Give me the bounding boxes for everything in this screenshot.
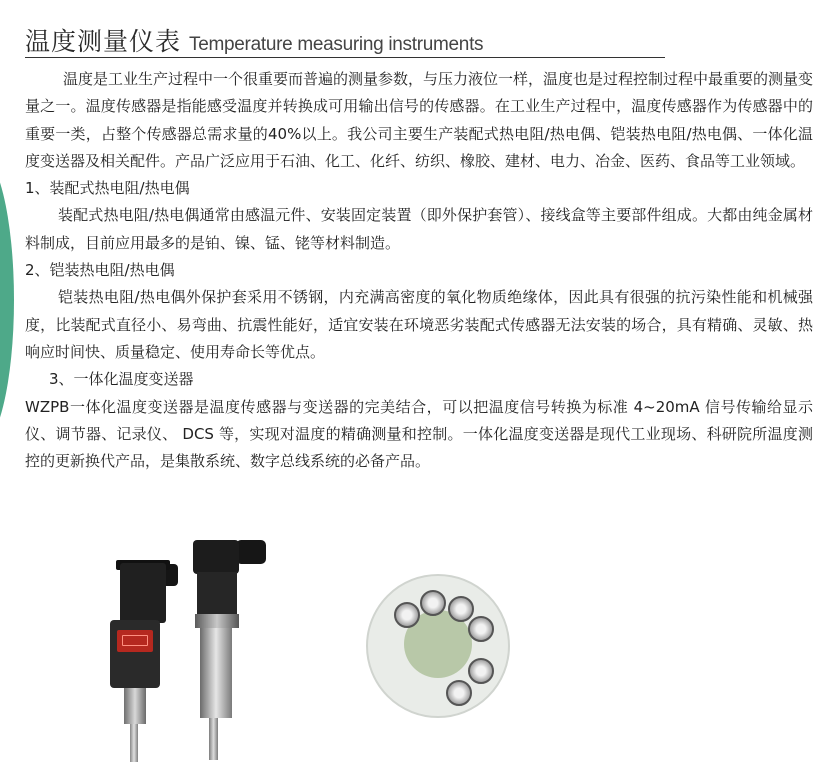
page-header — [25, 22, 483, 56]
header-divider — [25, 57, 665, 58]
section-3-body: WZPB一体化温度变送器是温度传感器与变送器的完美结合，可以把温度信号转换为标准 4~20mA 信号传输给显示仪、调节器、记录仪、 DCS 等，实现对温度的精确测量和控制。一体化温度变送器是现代工业现场、科研院所温度测控的更新换代产品，是集散系统、数字总线系统的必备产品。 — [25, 397, 813, 471]
section-1-heading: 1、装配式热电阻/热电偶 — [25, 179, 190, 198]
intro-paragraph: 温度是工业生产过程中一个很重要而普遍的测量参数，与压力液位一样，温度也是过程控制过程中最重要的测量变量之一。温度传感器是指能感受温度并转换成可用输出信号的传感器。在工业生产过程中，温度传感器作为传感器中的重要一类，占整个传感器总需求量的40%以上。我公司主要生产装配式热电阻/热电偶、铠装热电阻/热电偶、一体化温度变送器及相关配件。产品广泛应用于石油、化工、化纤、纺织、橡胶、建材、电力、冶金、医药、食品等工业领域。 — [25, 70, 814, 170]
section-2-body: 铠装热电阻/热电偶外保护套采用不锈钢，内充满高密度的氧化物质绝缘体，因此具有很强的抗污染性能和机械强度，比装配式直径小、易弯曲、抗震性能好，适宜安装在环境恶劣装配式传感器无法安装的场合，具有精确、灵敏、热响应时间快、质量稳定、使用寿命长等优点。 — [25, 288, 813, 361]
head-mount-module-photo — [366, 574, 510, 718]
article-body — [25, 66, 813, 475]
page-title: 温度测量仪表 — [25, 27, 182, 56]
page-subtitle: Temperature measuring instruments — [189, 34, 484, 55]
section-2-heading: 2、铠装热电阻/热电偶 — [25, 261, 175, 280]
section-3-heading: 3、一体化温度变送器 — [49, 370, 194, 389]
product-images — [0, 530, 836, 774]
decorative-side-arc — [0, 150, 14, 450]
section-1-body: 装配式热电阻/热电偶通常由感温元件、安装固定装置（即外保护套管）、接线盒等主要部件组成。大都由纯金属材料制成，目前应用最多的是铂、镍、锰、铑等材料制造。 — [25, 206, 813, 252]
